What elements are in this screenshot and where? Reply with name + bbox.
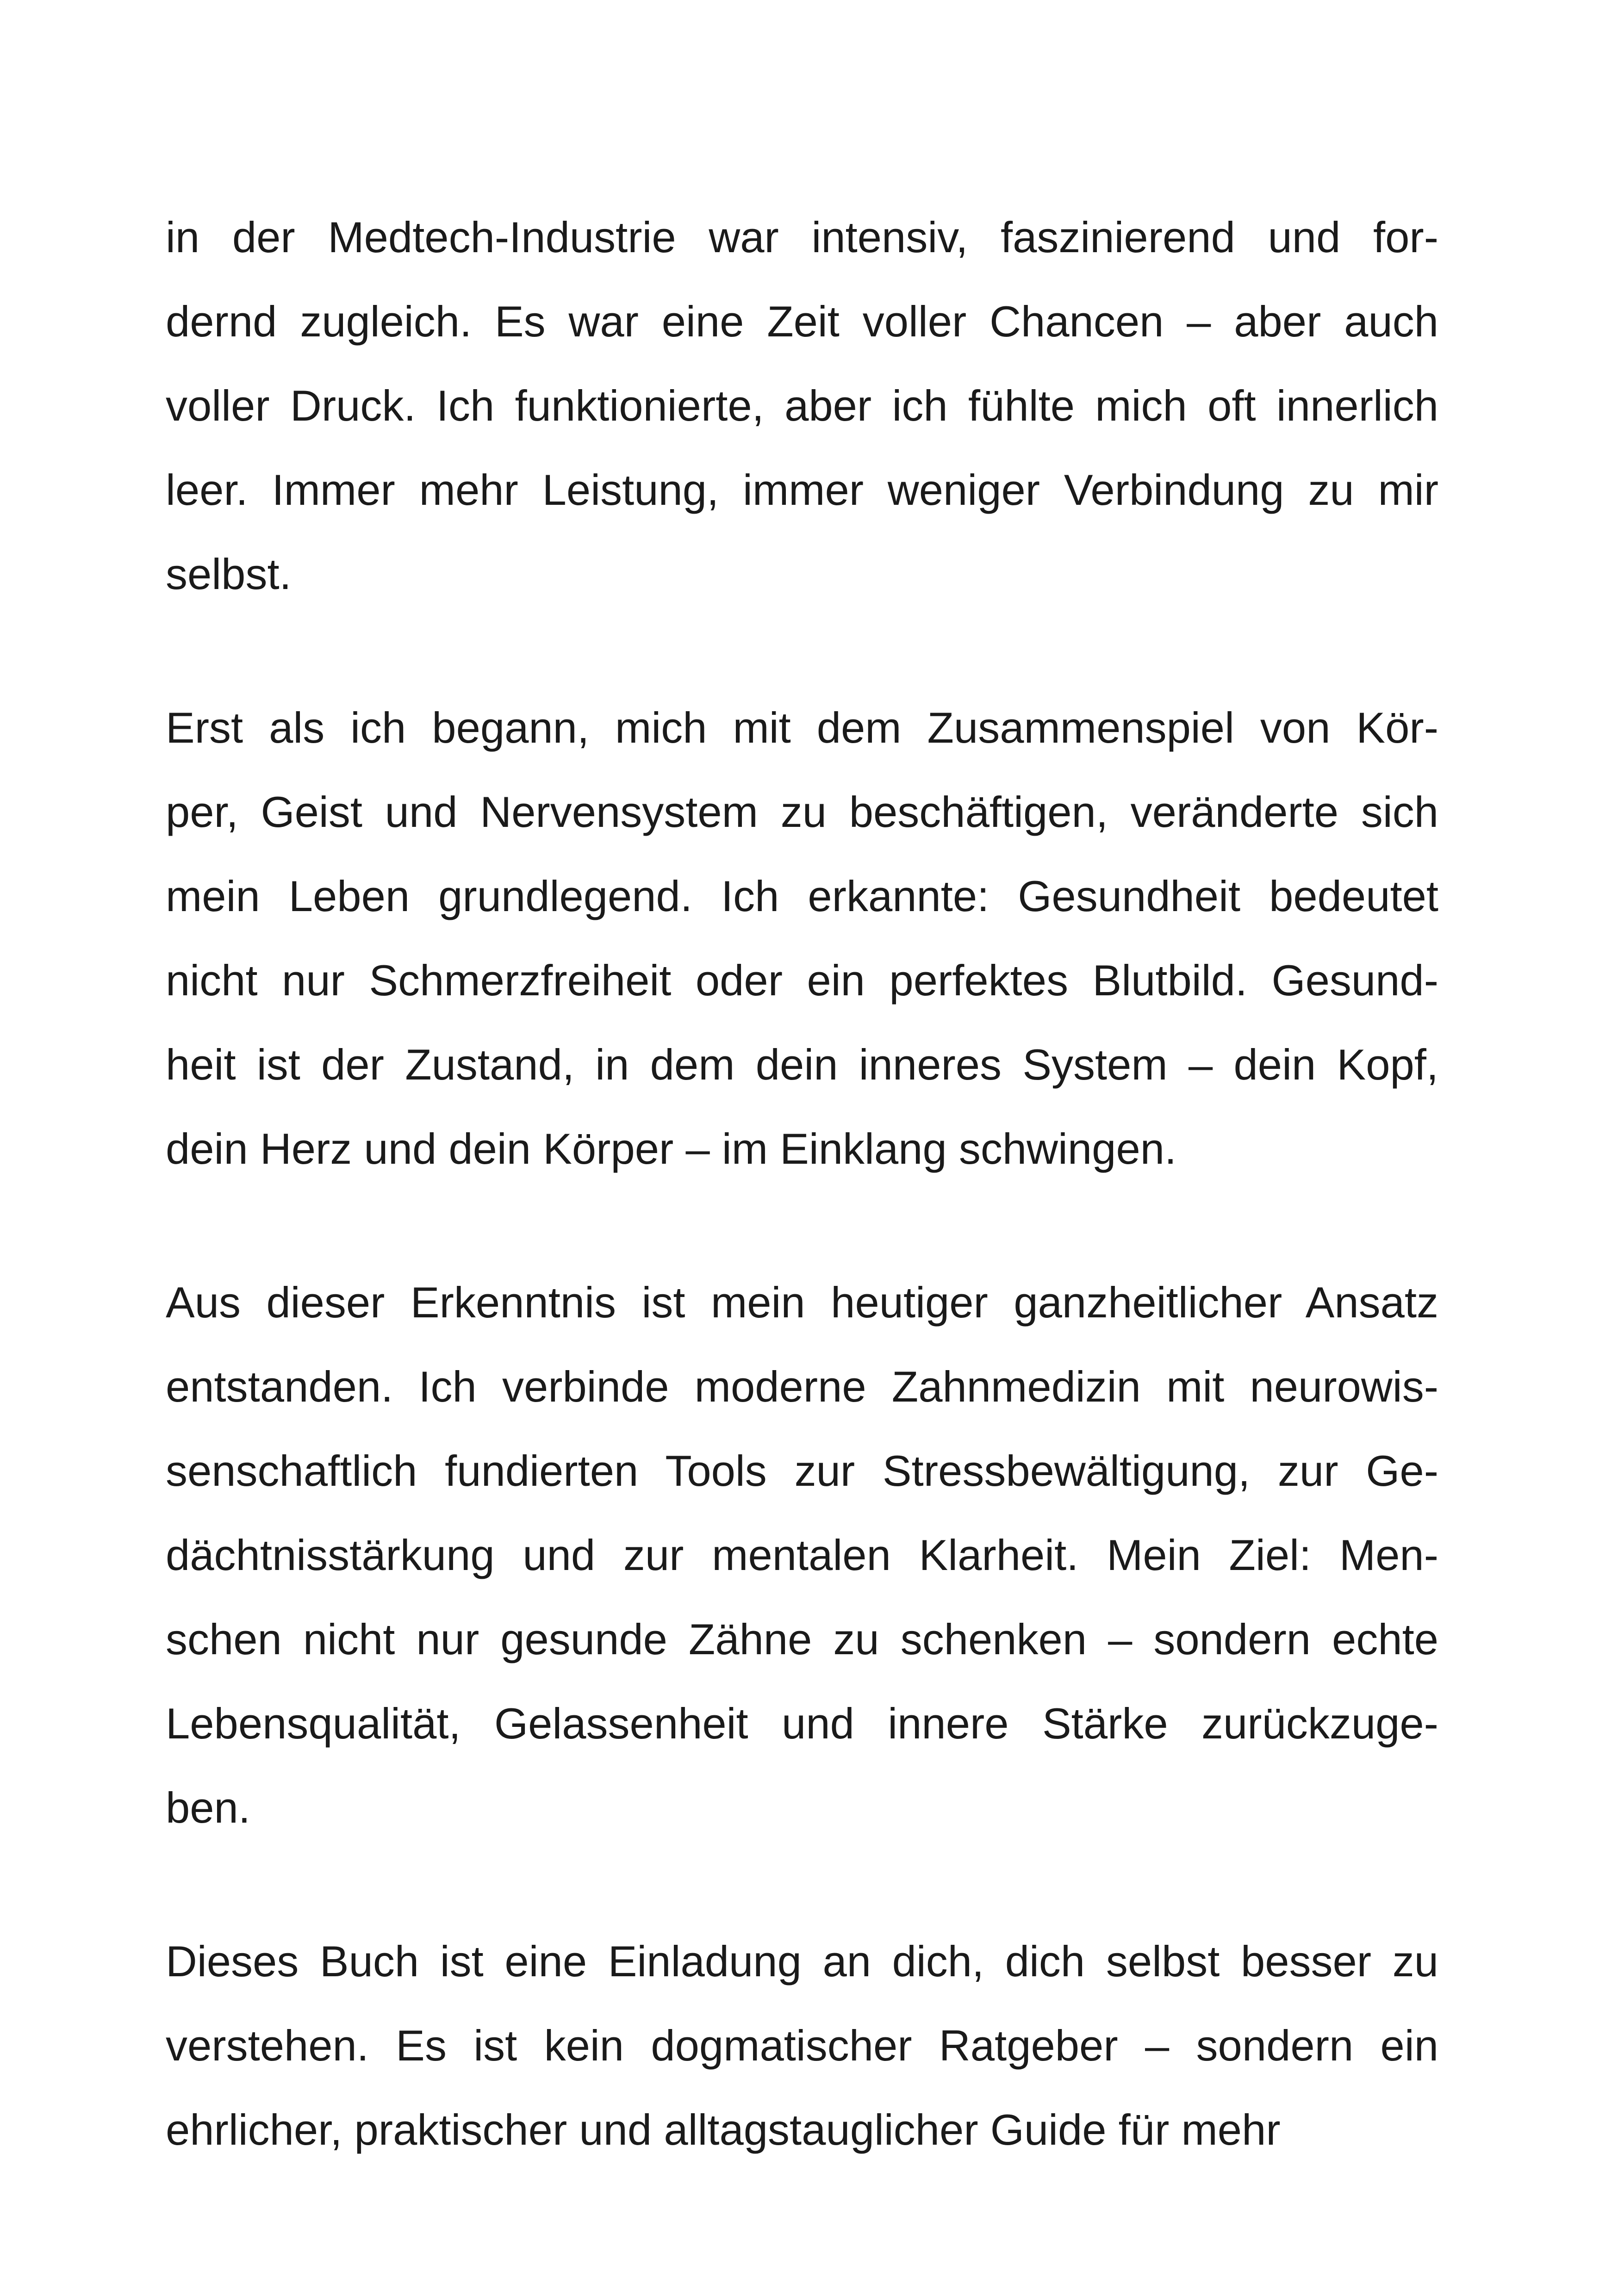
- text-line: in der Medtech-Industrie war intensiv, faszinierend und for-: [166, 213, 1438, 261]
- text-line: dernd zugleich. Es war eine Zeit voller Chancen – aber auch: [166, 297, 1438, 346]
- text-line: Aus dieser Erkenntnis ist mein heutiger ganzheitlicher Ansatz: [166, 1278, 1438, 1327]
- text-line: Lebensqualität, Gelassenheit und innere Stärke zurückzuge-: [166, 1699, 1438, 1748]
- text-line: entstanden. Ich verbinde moderne Zahnmedizin mit neurowis-: [166, 1362, 1438, 1411]
- text-line: dein Herz und dein Körper – im Einklang schwingen.: [166, 1124, 1177, 1173]
- text-line: Dieses Buch ist eine Einladung an dich, dich selbst besser zu: [166, 1937, 1438, 1986]
- paragraph-medtech: [166, 195, 1438, 616]
- text-line: mein Leben grundlegend. Ich erkannte: Gesundheit bedeutet: [166, 872, 1438, 920]
- text-line: Erst als ich begann, mich mit dem Zusammenspiel von Kör-: [166, 703, 1438, 752]
- text-line: senschaftlich fundierten Tools zur Stressbewältigung, zur Ge-: [166, 1446, 1438, 1495]
- text-line: per, Geist und Nervensystem zu beschäftigen, veränderte sich: [166, 788, 1438, 836]
- text-line: verstehen. Es ist kein dogmatischer Ratgeber – sondern ein: [166, 2021, 1438, 2070]
- text-line: heit ist der Zustand, in dem dein inneres System – dein Kopf,: [166, 1040, 1438, 1089]
- text-line: dächtnisstärkung und zur mentalen Klarheit. Mein Ziel: Men-: [166, 1531, 1438, 1579]
- paragraph-nervensystem: [166, 686, 1438, 1191]
- text-line: voller Druck. Ich funktionierte, aber ich fühlte mich oft innerlich: [166, 381, 1438, 430]
- text-line: selbst.: [166, 550, 292, 598]
- text-line: nicht nur Schmerzfreiheit oder ein perfektes Blutbild. Gesund-: [166, 956, 1438, 1005]
- text-line: ben.: [166, 1783, 250, 1832]
- text-line: schen nicht nur gesunde Zähne zu schenken – sondern echte: [166, 1615, 1438, 1663]
- text-line: ehrlicher, praktischer und alltagstauglicher Guide für mehr: [166, 2105, 1281, 2154]
- paragraph-einladung: [166, 1919, 1438, 2172]
- text-line: leer. Immer mehr Leistung, immer weniger Verbindung zu mir: [166, 465, 1438, 514]
- paragraph-ansatz: [166, 1260, 1438, 1850]
- body-text: [166, 195, 1438, 2241]
